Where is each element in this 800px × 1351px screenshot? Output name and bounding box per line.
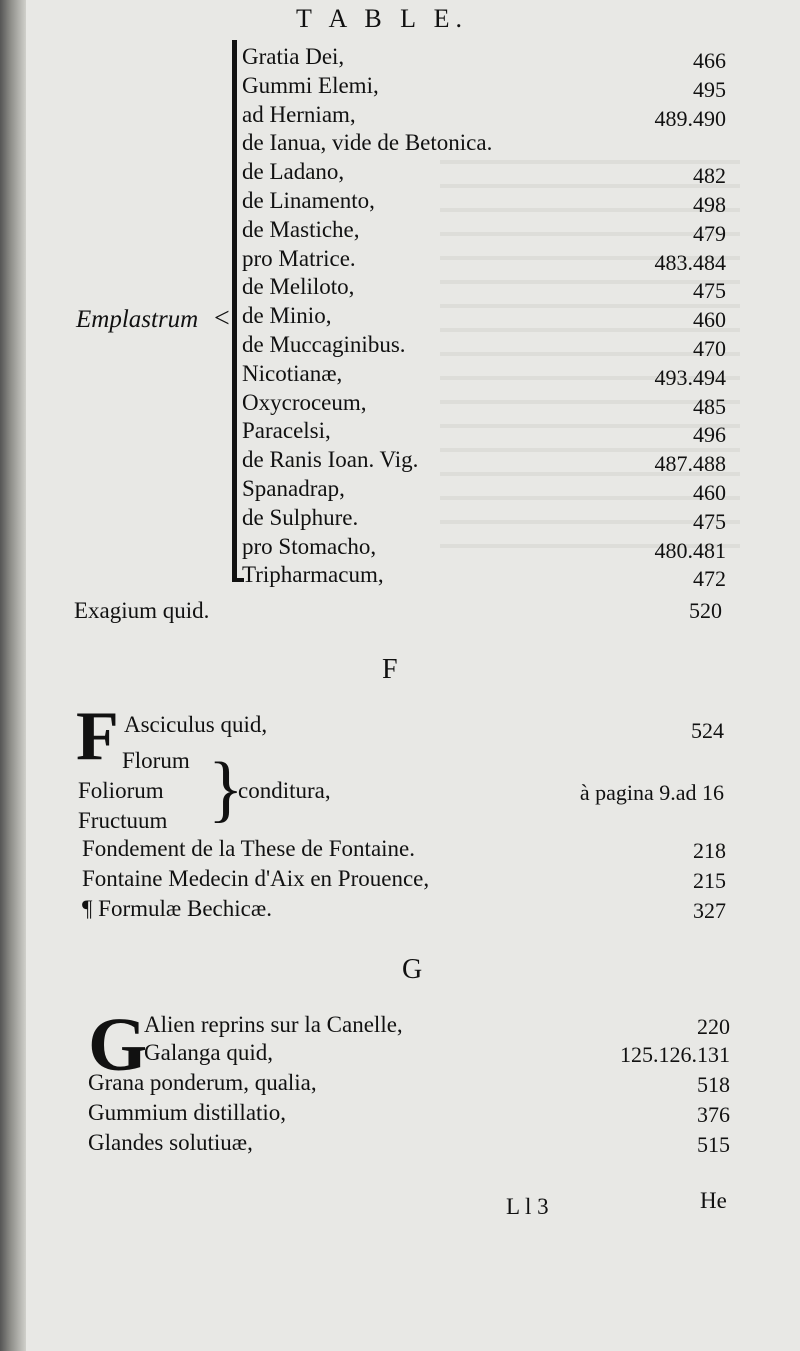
brace-point: < — [214, 303, 230, 334]
group-item-fructuum: Fructuum — [78, 808, 168, 833]
emplastrum-item: Spanadrap, — [242, 476, 345, 501]
drop-cap-g: G — [88, 1003, 148, 1087]
signature-mark: L l 3 — [506, 1194, 549, 1219]
emplastrum-item-page: 482 — [693, 163, 726, 189]
emplastrum-item-page: 493.494 — [654, 364, 726, 390]
emplastrum-item: de Sulphure. — [242, 504, 359, 530]
emplastrum-item: de Ianua, vide de Betonica. — [242, 130, 493, 156]
emplastrum-label: Emplastrum — [76, 306, 199, 333]
fasciculus-page: 524 — [691, 718, 724, 743]
emplastrum-item-page: 475 — [693, 278, 726, 304]
group-brace: } — [208, 748, 244, 830]
emplastrum-item-page: 495 — [693, 76, 726, 102]
emplastrum-item-page: 466 — [693, 48, 726, 73]
emplastrum-item: de Mastiche, — [242, 216, 360, 242]
index-entry: Alien reprins sur la Canelle, — [144, 1012, 403, 1037]
emplastrum-item-page: 470 — [693, 336, 726, 361]
emplastrum-item-page: 475 — [693, 508, 726, 534]
emplastrum-item: pro Matrice. — [242, 245, 356, 271]
index-entry: Gummium distillatio, — [88, 1100, 287, 1125]
emplastrum-item: pro Stomacho, — [242, 533, 377, 559]
emplastrum-item-page: 498 — [693, 192, 726, 217]
emplastrum-item-page: 479 — [693, 220, 726, 246]
emplastrum-item: Nicotianæ, — [242, 360, 343, 386]
emplastrum-item: de Meliloto, — [242, 274, 355, 300]
emplastrum-item-page: 487.488 — [654, 451, 726, 477]
emplastrum-item: de Ranis Ioan. Vig. — [242, 447, 419, 473]
index-entry-page: 327 — [693, 898, 726, 923]
group-item-foliorum: Foliorum — [78, 778, 164, 803]
emplastrum-item-page: 472 — [693, 566, 726, 592]
emplastrum-item: de Linamento, — [242, 188, 375, 213]
index-entry: Galanga quid, — [144, 1040, 274, 1065]
emplastrum-item-page: 485 — [693, 393, 726, 419]
group-page: à pagina 9.ad 16 — [579, 780, 724, 805]
emplastrum-item: Tripharmacum, — [242, 562, 384, 588]
section-f-heading: F — [382, 654, 398, 685]
emplastrum-item: de Muccaginibus. — [242, 332, 406, 357]
emplastrum-item-page: 460 — [693, 480, 726, 505]
emplastrum-item: de Minio, — [242, 303, 332, 329]
running-header: T A B L E. — [296, 4, 468, 33]
emplastrum-item: Paracelsi, — [242, 418, 331, 444]
emplastrum-item: de Ladano, — [242, 159, 345, 185]
page-gutter — [0, 0, 26, 1351]
group-item-florum: Florum — [122, 748, 190, 773]
exagium-entry: Exagium quid. — [74, 598, 210, 623]
index-entry-page: 515 — [697, 1132, 730, 1157]
emplastrum-item: Gratia Dei, — [242, 44, 345, 69]
emplastrum-item-page: 496 — [693, 422, 726, 448]
emplastrum-item: ad Herniam, — [242, 101, 356, 127]
brace-line — [232, 40, 237, 580]
index-entry-page: 518 — [697, 1072, 730, 1097]
index-entry: Fontaine Medecin d'Aix en Prouence, — [82, 866, 430, 891]
index-entry: Fondement de la These de Fontaine. — [82, 836, 415, 861]
index-entry-page: 125.126.131 — [620, 1042, 730, 1067]
index-entry: Glandes solutiuæ, — [88, 1130, 253, 1155]
emplastrum-item: Oxycroceum, — [242, 389, 367, 415]
drop-cap-f: F — [76, 698, 119, 775]
exagium-page: 520 — [689, 598, 722, 623]
emplastrum-item-page: 489.490 — [654, 105, 726, 131]
group-label: conditura, — [238, 778, 331, 803]
index-entry: ¶ Formulæ Bechicæ. — [82, 896, 272, 921]
emplastrum-item: Gummi Elemi, — [242, 72, 379, 98]
index-entry: Grana ponderum, qualia, — [88, 1070, 317, 1095]
fasciculus-entry: Asciculus quid, — [124, 712, 268, 737]
emplastrum-item-page: 460 — [693, 307, 726, 333]
emplastrum-item-page: 483.484 — [654, 249, 726, 275]
index-entry-page: 215 — [693, 868, 726, 893]
index-entry-page: 376 — [697, 1102, 730, 1127]
catchword: He — [700, 1188, 727, 1213]
emplastrum-item-page: 480.481 — [654, 537, 726, 563]
index-entry-page: 220 — [697, 1014, 730, 1039]
section-g-heading: G — [402, 954, 423, 985]
index-entry-page: 218 — [693, 838, 726, 863]
